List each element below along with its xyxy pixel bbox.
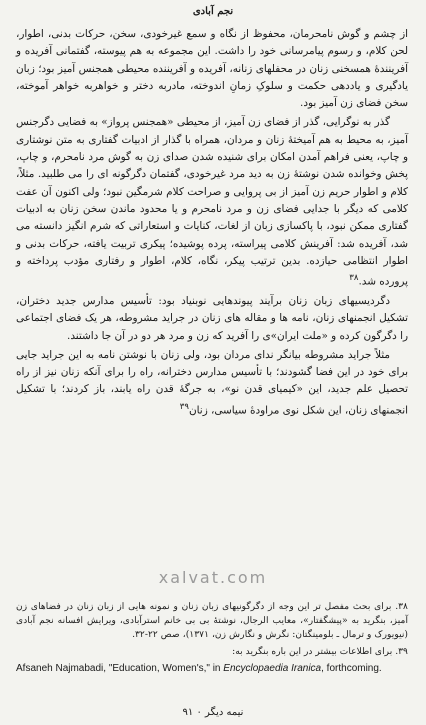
paragraph-2 — [16, 114, 408, 290]
footnote-38: ۳۸. برای بحث مفصل تر این وجه از دگرگونیهای زبان زنان و نمونه هایی از زبان زنان در فضاهای زن آمیز، بنگرید به «پیشگفتار»، معایب الرجال، نوشتهٔ بی بی خانم استرآبادی، ویرایش افسانه نجم آبادی (نیویورک و ترمال ـ بلومینگتان: نگرش و نگارش زن، ۱۳۷۱)، صص ۲۲-۳۲. — [16, 601, 408, 640]
paragraph-4-text: مثلاً جراید مشروطه بیانگر ندای مردان بود، ولی زنان با نوشتن نامه به این جراید جایی برای خود در این فضا گشودند؛ با تأسیس مدارس دخترانه، راه را برای آنکه زنان نیز از راه تحصیل علم جدید، این «کیمیای قدن نو»، به جرگهٔ قدن راه یابند، باز کردند؛ با تشکیل انجمنهای زنان، این شکل نوی مراودهٔ سیاسی، زنان — [16, 348, 408, 417]
citation-author: Afsaneh Najmabadi, "Education, Women's," in — [16, 663, 221, 674]
paragraph-4 — [16, 347, 408, 420]
paragraph-1: از چشم و گوش نامحرمان، محفوظ از نگاه و سمع غیرخودی، سخن، حرکات بدنی، اطوار، لحن کلام، و رسوم پیامرسانی خود را داشت. این مجموعه به هم پیوسته، گفتمانی آفریده و آفرینندهٔ همسخنی زنان در محفلهای زنانه، آفریده و آفریننده محیطی همجنس آمیز بود؛ زبان یادگیری و یاددهی حکمت و سلوکِ زمانِ اندوخته، مادربه دختر و خواهربه خواهر آموخته، سخن فضای زن آمیز بود. — [16, 28, 408, 110]
running-head: نجم آبادی — [192, 6, 234, 17]
footnote-39: ۳۹. برای اطلاعات بیشتر در این باره بنگرید به: — [232, 646, 408, 657]
page-footer: نیمه دیگر ۰ ۹۱ — [182, 707, 244, 718]
footnote-mark-39: ۳۹ — [179, 401, 189, 412]
body-text — [16, 26, 408, 419]
footnote-39-citation — [16, 662, 408, 675]
footnotes — [16, 600, 408, 675]
citation-status: , forthcoming. — [321, 663, 382, 674]
citation-title: Encyclopaedia Iranica — [223, 663, 322, 674]
paragraph-3: دگردیسیهای زبان زنان برآیند پیوندهایی نوبنیاد بود: تأسیس مدارس جدید دختران، تشکیل انجمنهای زنان، نامه ها و مقاله های زنان در جراید مشروطه، هر یک فضای اجتماعی را دگرگون کرده و «ملت ایران»ی را آفرید که زن و مرد هر دو در آن جا داشتند. — [16, 294, 408, 342]
paragraph-2-text: گذر به نوگرایی، گذر از فضای زن آمیز، از محیطی «همجنس پرواز» به فضایی دگرجنس آمیز، به محیط به هم آمیختهٔ زنان و مردان، همراه با گذار از ادبیات گفتاری به متن نوشتاری و چاپ، یعنی فراهم آمدن امکان برای شنیده شدن صدای زن به گوش مرد نامحرم، و چاپ، پخش وخوانده شدن نوشتهٔ زن به دید مرد غیرخودی، گفتمان دگرگونه ای را می طلبید. مثلاً، کلام و اطوار حریم زن آمیز از بی پروایی و صراحت کلام شرمگین نبود؛ ولی اکنون آن عفت کلامی که دیگر با جدایی فضای زن و مرد نامحرم و یا محدود ماندن سخن زنان به ادبیات گفتاری ممکن نبود، با پاکسازی زبان از لغات، کنایات و استعاراتی که شرم انگیز دانسته می شد، آفریده شد: آفرینش کلامی پیراسته، پرده پوشیده؛ پیکری تربیت یافته، حرکات بدنی و اطوار انتظامی حیازده. بدین ترتیب پیکر، نگاه، کلام، اطوار و رفتاری مؤدب پرداخته و پرورده شد. — [16, 116, 408, 288]
watermark: xalvat.com — [158, 568, 268, 587]
footnote-mark-38: ۳۸ — [349, 273, 359, 284]
